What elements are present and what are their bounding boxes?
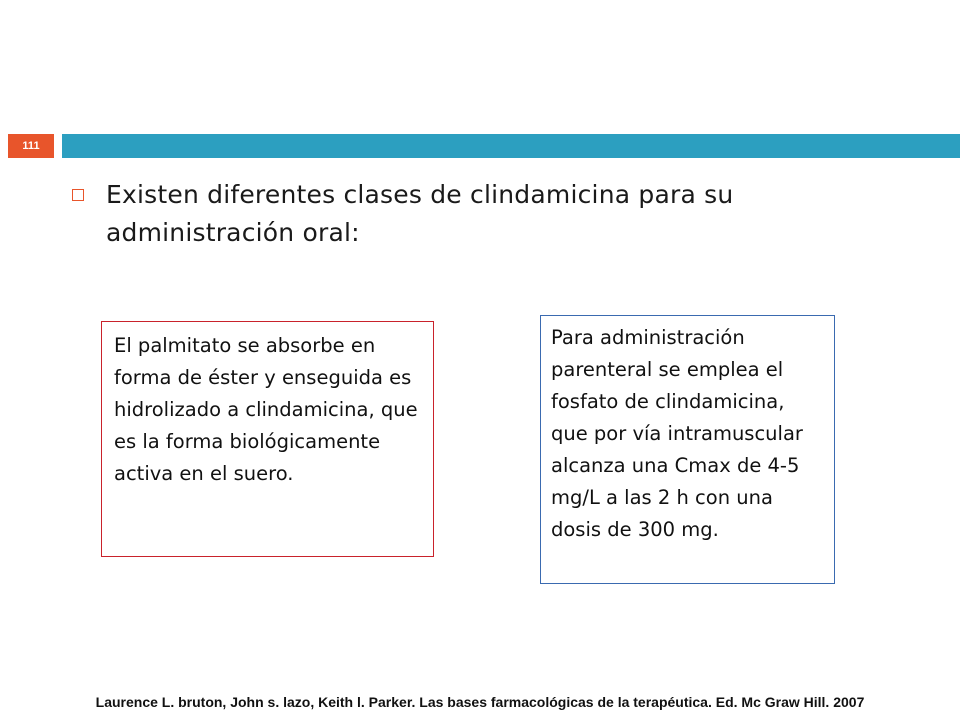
slide-number-badge	[8, 134, 54, 158]
fosfato-text: Para administración parenteral se emplea el fosfato de clindamicina, que por vía intramuscular alcanza una Cmax de 4-5 mg/L a las 2 h con una dosis de 300 mg.	[551, 326, 803, 541]
fosfato-text-box	[540, 315, 835, 584]
square-bullet-icon	[72, 189, 84, 201]
palmitato-text-box	[101, 321, 434, 557]
slide-number: 111	[22, 140, 40, 152]
bullet-text: Existen diferentes clases de clindamicina para su administración oral:	[106, 180, 734, 247]
palmitato-text: El palmitato se absorbe en forma de éster y enseguida es hidrolizado a clindamicina, que es la forma biológicamente activa en el suero.	[114, 334, 418, 485]
footer-citation: Laurence L. bruton, John s. lazo, Keith l. Parker. Las bases farmacológicas de la terapéutica. Ed. Mc Graw Hill. 2007	[95, 694, 865, 710]
bullet-item	[72, 176, 892, 252]
header-bar	[62, 134, 960, 158]
